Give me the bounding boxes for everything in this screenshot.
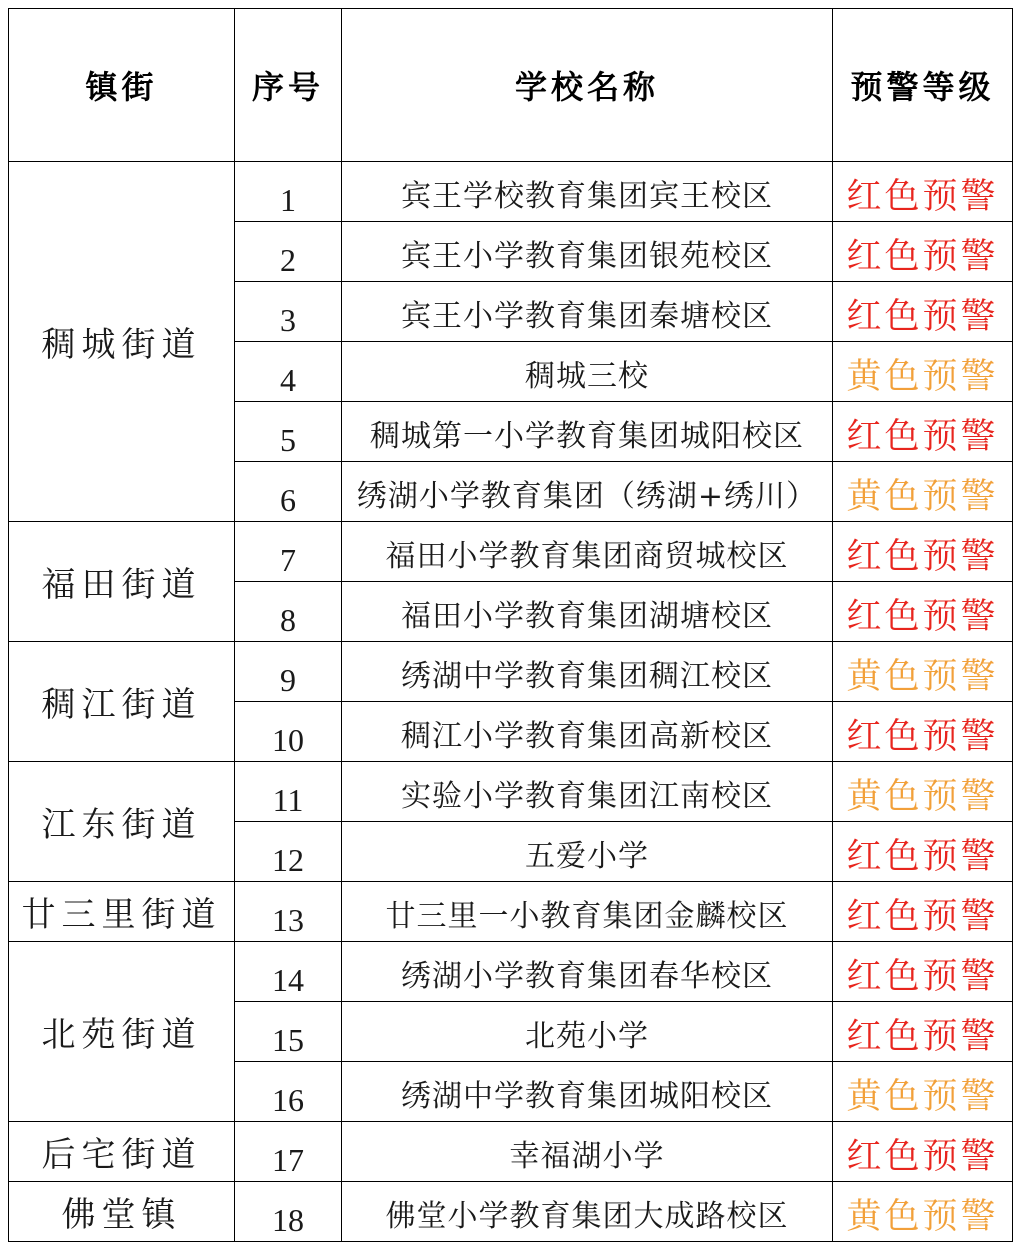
table-row bbox=[9, 1122, 1013, 1182]
table-row bbox=[9, 1182, 1013, 1242]
header-level: 预警等级 bbox=[833, 9, 1013, 162]
school-name-cell-text: 绣湖小学教育集团春华校区 bbox=[401, 959, 773, 994]
warning-level-cell bbox=[833, 1062, 1013, 1122]
table-header bbox=[9, 9, 1013, 162]
town-cell: 佛堂镇 bbox=[9, 1182, 235, 1242]
town-cell: 稠城街道 bbox=[9, 162, 235, 522]
school-name-cell bbox=[342, 1062, 833, 1122]
table-row bbox=[9, 762, 1013, 822]
school-name-cell bbox=[342, 882, 833, 942]
school-name-cell bbox=[342, 1182, 833, 1242]
warning-level-cell-text: 黄色预警 bbox=[846, 1077, 999, 1117]
warning-level-cell-text: 黄色预警 bbox=[846, 357, 999, 397]
warning-level-cell bbox=[833, 222, 1013, 282]
warning-level-cell-text: 红色预警 bbox=[846, 837, 999, 877]
index-cell-text: 9 bbox=[280, 662, 296, 698]
index-cell bbox=[235, 1062, 342, 1122]
school-name-cell-text: 稠城三校 bbox=[525, 359, 649, 394]
table-row bbox=[9, 882, 1013, 942]
index-cell-text: 2 bbox=[280, 242, 296, 278]
warning-table bbox=[8, 8, 1013, 1242]
school-name-cell-text: 稠江小学教育集团高新校区 bbox=[401, 719, 773, 754]
index-cell-text: 7 bbox=[280, 542, 296, 578]
school-name-cell bbox=[342, 762, 833, 822]
warning-level-cell bbox=[833, 1002, 1013, 1062]
table-row bbox=[9, 642, 1013, 702]
school-name-cell bbox=[342, 522, 833, 582]
warning-level-cell-text: 黄色预警 bbox=[846, 777, 999, 817]
warning-level-cell bbox=[833, 882, 1013, 942]
school-name-cell bbox=[342, 402, 833, 462]
warning-level-cell bbox=[833, 702, 1013, 762]
town-cell: 稠江街道 bbox=[9, 642, 235, 762]
warning-level-cell bbox=[833, 942, 1013, 1002]
school-name-cell-text: 宾王小学教育集团秦塘校区 bbox=[401, 299, 773, 334]
warning-level-cell bbox=[833, 162, 1013, 222]
header-index: 序号 bbox=[235, 9, 342, 162]
warning-level-cell-text: 红色预警 bbox=[846, 177, 999, 217]
warning-level-cell bbox=[833, 822, 1013, 882]
school-name-cell-text: 实验小学教育集团江南校区 bbox=[401, 779, 773, 814]
table-row bbox=[9, 942, 1013, 1002]
index-cell bbox=[235, 402, 342, 462]
school-name-cell bbox=[342, 162, 833, 222]
school-name-cell-text: 佛堂小学教育集团大成路校区 bbox=[385, 1199, 789, 1234]
header-school: 学校名称 bbox=[342, 9, 833, 162]
school-name-cell bbox=[342, 642, 833, 702]
index-cell bbox=[235, 162, 342, 222]
school-name-cell-text: 绣湖中学教育集团稠江校区 bbox=[401, 659, 773, 694]
warning-level-cell-text: 红色预警 bbox=[846, 1017, 999, 1057]
index-cell bbox=[235, 942, 342, 1002]
town-cell: 后宅街道 bbox=[9, 1122, 235, 1182]
warning-level-cell-text: 红色预警 bbox=[846, 237, 999, 277]
warning-level-cell bbox=[833, 342, 1013, 402]
school-name-cell bbox=[342, 282, 833, 342]
index-cell bbox=[235, 702, 342, 762]
warning-level-cell bbox=[833, 642, 1013, 702]
index-cell bbox=[235, 342, 342, 402]
school-name-cell bbox=[342, 942, 833, 1002]
school-name-cell-text: 北苑小学 bbox=[525, 1019, 649, 1054]
warning-level-cell-text: 红色预警 bbox=[846, 897, 999, 937]
index-cell bbox=[235, 462, 342, 522]
warning-level-cell bbox=[833, 762, 1013, 822]
index-cell bbox=[235, 282, 342, 342]
warning-level-cell-text: 黄色预警 bbox=[846, 657, 999, 697]
warning-level-cell-text: 红色预警 bbox=[846, 537, 999, 577]
school-name-cell bbox=[342, 822, 833, 882]
index-cell-text: 13 bbox=[272, 902, 304, 938]
index-cell-text: 8 bbox=[280, 602, 296, 638]
warning-level-cell-text: 黄色预警 bbox=[846, 1197, 999, 1237]
warning-level-cell-text: 黄色预警 bbox=[846, 477, 999, 517]
index-cell-text: 1 bbox=[280, 182, 296, 218]
warning-level-cell bbox=[833, 582, 1013, 642]
index-cell-text: 4 bbox=[280, 362, 296, 398]
header-town: 镇街 bbox=[9, 9, 235, 162]
table-row bbox=[9, 522, 1013, 582]
town-cell: 北苑街道 bbox=[9, 942, 235, 1122]
school-name-cell-text: 五爱小学 bbox=[525, 839, 649, 874]
index-cell bbox=[235, 762, 342, 822]
warning-level-cell-text: 红色预警 bbox=[846, 297, 999, 337]
warning-level-cell-text: 红色预警 bbox=[846, 717, 999, 757]
warning-level-cell bbox=[833, 1182, 1013, 1242]
school-name-cell bbox=[342, 462, 833, 522]
school-name-cell-text: 宾王学校教育集团宾王校区 bbox=[401, 179, 773, 214]
index-cell-text: 6 bbox=[280, 482, 296, 518]
school-name-cell-text: 福田小学教育集团湖塘校区 bbox=[401, 599, 773, 634]
warning-level-cell-text: 红色预警 bbox=[846, 957, 999, 997]
index-cell-text: 3 bbox=[280, 302, 296, 338]
school-name-cell-text: 幸福湖小学 bbox=[509, 1139, 665, 1174]
school-name-cell bbox=[342, 1122, 833, 1182]
index-cell bbox=[235, 882, 342, 942]
index-cell-text: 5 bbox=[280, 422, 296, 458]
warning-level-cell-text: 红色预警 bbox=[846, 597, 999, 637]
index-cell bbox=[235, 1122, 342, 1182]
warning-level-cell-text: 红色预警 bbox=[846, 1137, 999, 1177]
warning-level-cell bbox=[833, 282, 1013, 342]
school-name-cell-text: 稠城第一小学教育集团城阳校区 bbox=[370, 419, 804, 454]
index-cell bbox=[235, 522, 342, 582]
school-name-cell bbox=[342, 582, 833, 642]
school-name-cell bbox=[342, 1002, 833, 1062]
school-name-cell-text: 绣湖小学教育集团（绣湖+绣川） bbox=[356, 479, 818, 514]
school-name-cell-text: 廿三里一小教育集团金麟校区 bbox=[385, 899, 789, 934]
index-cell-text: 15 bbox=[272, 1022, 304, 1058]
school-name-cell-text: 福田小学教育集团商贸城校区 bbox=[385, 539, 789, 574]
index-cell bbox=[235, 1002, 342, 1062]
warning-level-cell bbox=[833, 1122, 1013, 1182]
warning-level-cell bbox=[833, 462, 1013, 522]
index-cell-text: 10 bbox=[272, 722, 304, 758]
school-name-cell bbox=[342, 222, 833, 282]
index-cell-text: 11 bbox=[272, 782, 304, 818]
school-name-cell bbox=[342, 342, 833, 402]
index-cell-text: 16 bbox=[272, 1082, 304, 1118]
town-cell: 廿三里街道 bbox=[9, 882, 235, 942]
school-name-cell bbox=[342, 702, 833, 762]
table-row bbox=[9, 162, 1013, 222]
index-cell bbox=[235, 222, 342, 282]
school-name-cell-text: 宾王小学教育集团银苑校区 bbox=[401, 239, 773, 274]
index-cell-text: 18 bbox=[272, 1202, 304, 1238]
school-name-cell-text: 绣湖中学教育集团城阳校区 bbox=[401, 1079, 773, 1114]
index-cell-text: 14 bbox=[272, 962, 304, 998]
warning-level-cell-text: 红色预警 bbox=[846, 417, 999, 457]
index-cell bbox=[235, 642, 342, 702]
warning-level-cell bbox=[833, 522, 1013, 582]
index-cell-text: 12 bbox=[272, 842, 304, 878]
header-row bbox=[9, 9, 1013, 162]
index-cell-text: 17 bbox=[272, 1142, 304, 1178]
town-cell: 江东街道 bbox=[9, 762, 235, 882]
index-cell bbox=[235, 822, 342, 882]
table-body bbox=[9, 162, 1013, 1242]
warning-level-cell bbox=[833, 402, 1013, 462]
town-cell: 福田街道 bbox=[9, 522, 235, 642]
index-cell bbox=[235, 1182, 342, 1242]
index-cell bbox=[235, 582, 342, 642]
